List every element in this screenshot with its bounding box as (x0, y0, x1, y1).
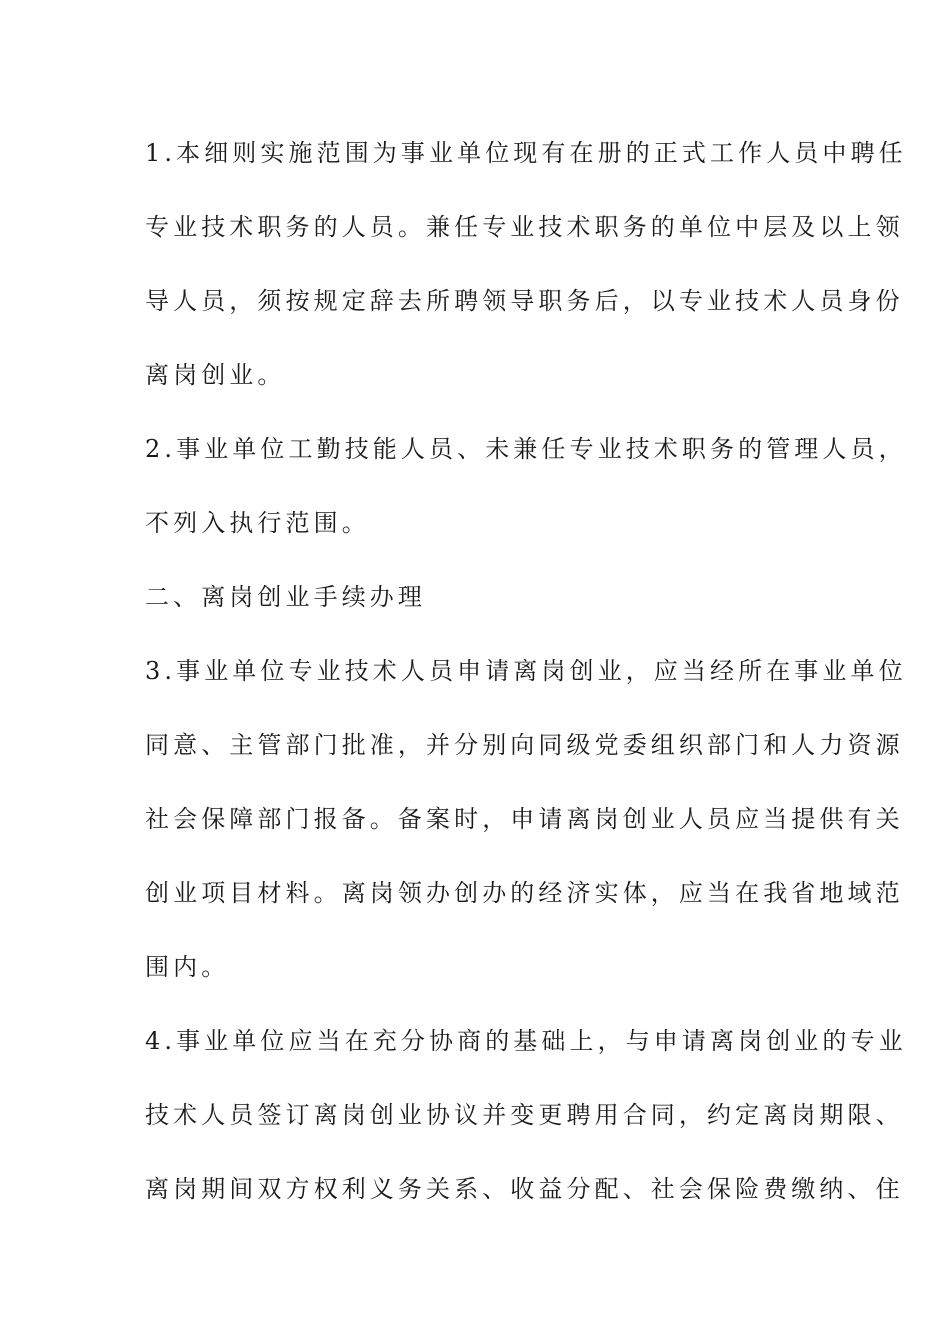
text-line: 离岗期间双方权利义务关系、收益分配、社会保险费缴纳、住 (145, 1175, 904, 1203)
text-line: 4.事业单位应当在充分协商的基础上，与申请离岗创业的专业 (145, 1027, 907, 1055)
text-line: 导人员，须按规定辞去所聘领导职务后，以专业技术人员身份 (145, 287, 904, 315)
text-line: 围内。 (145, 953, 230, 981)
text-line: 创业项目材料。离岗领办创办的经济实体，应当在我省地域范 (145, 879, 904, 907)
text-line: 技术人员签订离岗创业协议并变更聘用合同，约定离岗期限、 (145, 1101, 904, 1129)
text-line: 离岗创业。 (145, 361, 286, 389)
text-line: 不列入执行范围。 (145, 509, 370, 537)
document-body (145, 128, 907, 1238)
text-line: 1.本细则实施范围为事业单位现有在册的正式工作人员中聘任 (145, 139, 907, 167)
text-line: 2.事业单位工勤技能人员、未兼任专业技术职务的管理人员， (145, 435, 907, 463)
text-line: 社会保障部门报备。备案时，申请离岗创业人员应当提供有关 (145, 805, 904, 833)
section-heading: 二、离岗创业手续办理 (145, 583, 426, 611)
text-line: 专业技术职务的人员。兼任专业技术职务的单位中层及以上领 (145, 213, 904, 241)
text-line: 同意、主管部门批准，并分别向同级党委组织部门和人力资源 (145, 731, 904, 759)
text-line: 3.事业单位专业技术人员申请离岗创业，应当经所在事业单位 (145, 657, 907, 685)
